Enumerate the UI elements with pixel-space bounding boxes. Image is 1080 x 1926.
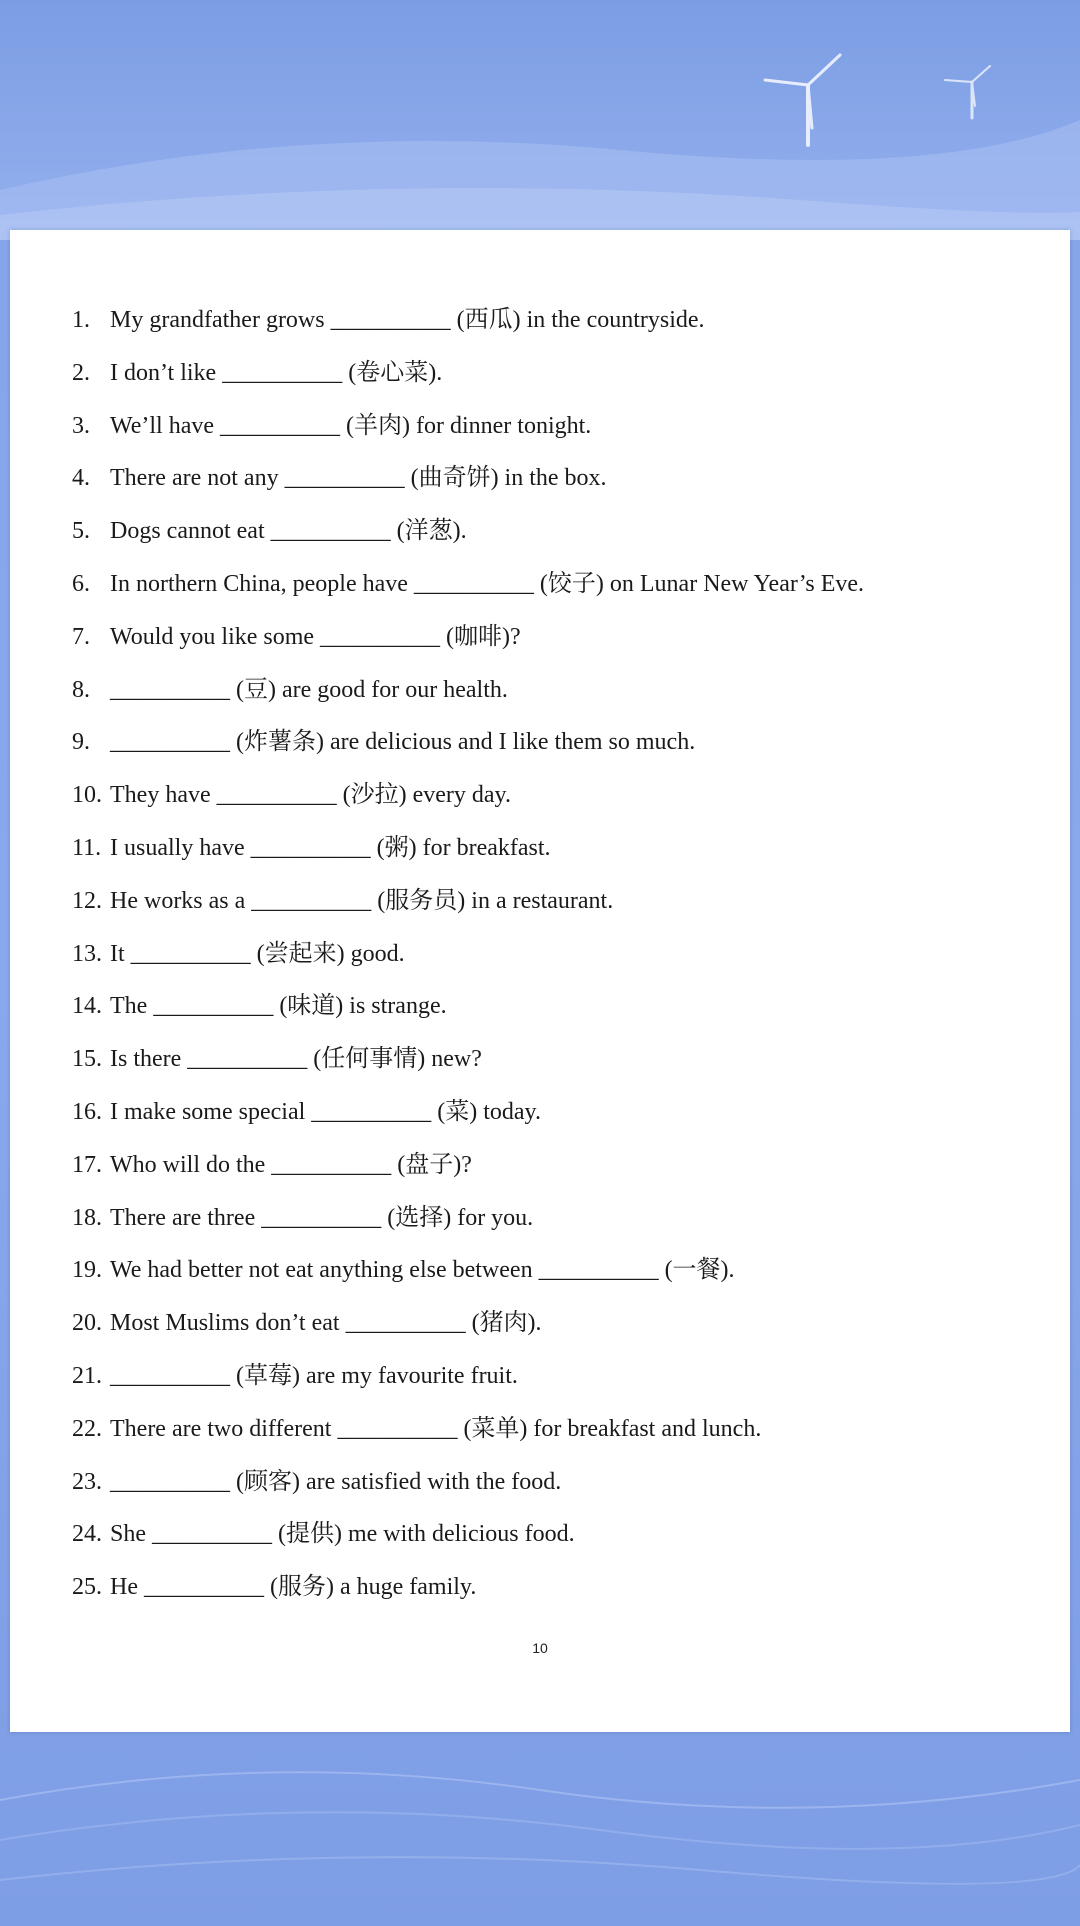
question-number: 25. <box>72 1574 102 1601</box>
question-text: They have __________ (沙拉) every day. <box>110 782 511 809</box>
header-landscape-decoration <box>0 0 1080 240</box>
question-text: Dogs cannot eat __________ (洋葱). <box>110 518 467 545</box>
question-item <box>72 1192 1052 1245</box>
question-number: 10. <box>72 782 102 809</box>
question-item <box>72 1086 1052 1139</box>
question-text: We had better not eat anything else between __________ (一餐). <box>110 1257 735 1284</box>
question-number: 5. <box>72 518 90 545</box>
question-item <box>72 347 1052 400</box>
question-item <box>72 294 1052 347</box>
question-text: There are three __________ (选择) for you. <box>110 1204 534 1231</box>
question-item <box>72 1350 1052 1403</box>
worksheet-page <box>10 230 1070 1732</box>
question-item <box>72 716 1052 769</box>
question-item <box>72 1561 1052 1614</box>
question-number: 12. <box>72 887 102 914</box>
question-text: In northern China, people have __________ (饺子) on Lunar New Year’s Eve. <box>110 570 865 597</box>
question-text: Who will do the __________ (盘子)? <box>110 1151 472 1178</box>
question-list <box>72 294 1052 1614</box>
question-text: __________ (炸薯条) are delicious and I like them so much. <box>110 729 696 756</box>
question-number: 20. <box>72 1310 102 1337</box>
question-number: 16. <box>72 1098 102 1125</box>
question-text: My grandfather grows __________ (西瓜) in the countryside. <box>110 307 705 333</box>
question-number: 17. <box>72 1151 102 1178</box>
question-text: Is there __________ (任何事情) new? <box>110 1046 482 1073</box>
question-text: __________ (豆) are good for our health. <box>110 676 508 703</box>
question-item <box>72 822 1052 875</box>
question-number: 11. <box>72 834 102 861</box>
footer-wave-decoration <box>0 1730 1080 1926</box>
question-number: 4. <box>72 465 90 492</box>
question-item <box>72 611 1052 664</box>
question-text: We’ll have __________ (羊肉) for dinner tonight. <box>110 412 592 439</box>
question-text: There are two different __________ (菜单) for breakfast and lunch. <box>110 1415 762 1442</box>
question-item <box>72 1033 1052 1086</box>
question-number: 6. <box>72 570 90 597</box>
question-number: 18. <box>72 1204 102 1231</box>
question-item <box>72 664 1052 717</box>
question-text: I make some special __________ (菜) today. <box>110 1098 542 1125</box>
question-number: 3. <box>72 412 90 439</box>
question-item <box>72 1403 1052 1456</box>
question-number: 22. <box>72 1415 102 1442</box>
question-text: There are not any __________ (曲奇饼) in the box. <box>110 465 607 492</box>
question-text: __________ (草莓) are my favourite fruit. <box>110 1362 518 1389</box>
question-item <box>72 875 1052 928</box>
question-item <box>72 452 1052 505</box>
question-item <box>72 1139 1052 1192</box>
question-text: He __________ (服务) a huge family. <box>110 1574 477 1601</box>
question-text: I usually have __________ (粥) for breakfast. <box>110 834 551 861</box>
question-item <box>72 928 1052 981</box>
question-text: __________ (顾客) are satisfied with the food. <box>110 1468 562 1495</box>
question-number: 15. <box>72 1046 102 1073</box>
question-item <box>72 1456 1052 1509</box>
question-text: Would you like some __________ (咖啡)? <box>110 623 521 650</box>
question-item <box>72 1244 1052 1297</box>
question-item <box>72 505 1052 558</box>
question-number: 14. <box>72 993 102 1020</box>
question-number: 9. <box>72 729 90 756</box>
question-text: He works as a __________ (服务员) in a restaurant. <box>110 887 614 914</box>
question-item <box>72 558 1052 611</box>
question-item <box>72 1508 1052 1561</box>
question-item <box>72 1297 1052 1350</box>
question-item <box>72 769 1052 822</box>
question-number: 19. <box>72 1257 102 1284</box>
question-number: 7. <box>72 623 90 650</box>
question-number: 1. <box>72 307 90 333</box>
question-number: 2. <box>72 359 90 386</box>
question-number: 23. <box>72 1468 102 1495</box>
question-number: 13. <box>72 940 102 967</box>
question-item <box>72 400 1052 453</box>
question-text: The __________ (味道) is strange. <box>110 993 447 1020</box>
question-number: 8. <box>72 676 90 703</box>
question-text: Most Muslims don’t eat __________ (猪肉). <box>110 1310 542 1337</box>
question-text: She __________ (提供) me with delicious food. <box>110 1521 575 1548</box>
question-number: 24. <box>72 1521 102 1548</box>
question-text: It __________ (尝起来) good. <box>110 940 405 967</box>
question-number: 21. <box>72 1362 102 1389</box>
question-text: I don’t like __________ (卷心菜). <box>110 359 443 386</box>
question-item <box>72 980 1052 1033</box>
page-number: 10 <box>532 1640 548 1656</box>
